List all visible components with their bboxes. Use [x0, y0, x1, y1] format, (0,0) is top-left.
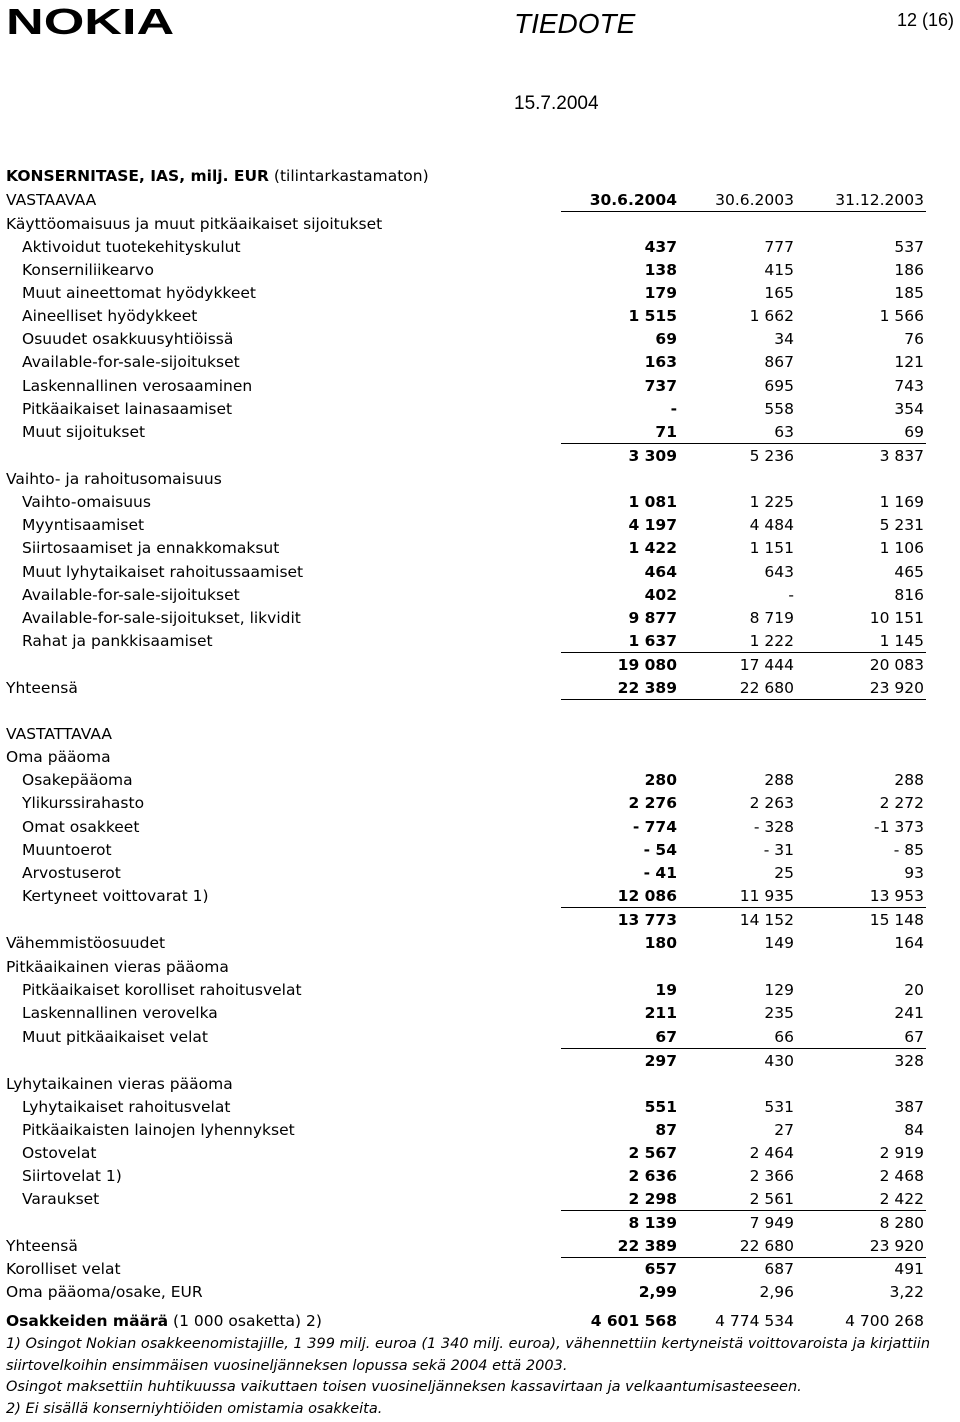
cell-30-6-2003: 63	[774, 423, 794, 441]
cell-30-6-2004: 1 637	[628, 632, 677, 650]
cell-30-6-2004: 138	[644, 261, 677, 279]
cell-30-6-2004: 2 276	[628, 794, 677, 812]
table-row	[6, 1212, 926, 1235]
table-row	[6, 259, 926, 282]
row-label: Oma pääoma	[6, 748, 111, 766]
table-row	[6, 1235, 926, 1258]
cell-30-6-2003: 235	[764, 1004, 794, 1022]
cell-30-6-2004: 69	[655, 330, 677, 348]
cell-30-6-2003: - 328	[753, 818, 794, 836]
cell-30-6-2004: 297	[644, 1052, 677, 1070]
cell-31-12-2003: 816	[894, 586, 924, 604]
cell-30-6-2004: -	[670, 400, 677, 418]
table-row	[6, 979, 926, 1002]
table-row	[6, 1073, 926, 1096]
cell-31-12-2003: 67	[904, 1028, 924, 1046]
cell-30-6-2004: 9 877	[628, 609, 677, 627]
cell-30-6-2004: 179	[644, 284, 677, 302]
row-label: Available-for-sale-sijoitukset, likvidit	[22, 609, 301, 627]
cell-30-6-2004: 1 515	[628, 307, 677, 325]
cell-30-6-2003: 66	[774, 1028, 794, 1046]
table-row	[6, 584, 926, 607]
cell-30-6-2003: 687	[764, 1260, 794, 1278]
rule-line	[561, 211, 926, 212]
cell-31-12-2003: 537	[894, 238, 924, 256]
row-label: Muut aineettomat hyödykkeet	[22, 284, 257, 302]
row-label: Myyntisaamiset	[22, 516, 145, 534]
table-row	[6, 213, 926, 236]
cell-30-6-2004: 8 139	[628, 1214, 677, 1232]
table-row	[6, 537, 926, 560]
table-row	[6, 909, 926, 932]
row-label: Muut sijoitukset	[22, 423, 146, 441]
cell-31-12-2003: 1 566	[879, 307, 924, 325]
cell-31-12-2003: 20 083	[869, 656, 924, 674]
cell-30-6-2004: 2 298	[628, 1190, 677, 1208]
row-label: Osakepääoma	[22, 771, 133, 789]
cell-30-6-2003: 30.6.2003	[715, 191, 794, 209]
row-label: Lyhytaikainen vieras pääoma	[6, 1075, 233, 1093]
row-label: Laskennallinen verosaaminen	[22, 377, 253, 395]
cell-30-6-2003: 2 263	[749, 794, 794, 812]
cell-30-6-2004: - 774	[632, 818, 677, 836]
cell-31-12-2003: 465	[894, 563, 924, 581]
row-label: Omat osakkeet	[22, 818, 140, 836]
row-label: Ostovelat	[22, 1144, 97, 1162]
table-row	[6, 1050, 926, 1073]
cell-31-12-2003: 121	[894, 353, 924, 371]
cell-31-12-2003: 3,22	[889, 1283, 924, 1301]
cell-30-6-2003: 25	[774, 864, 794, 882]
cell-31-12-2003: 1 145	[879, 632, 924, 650]
table-row	[6, 328, 926, 351]
table-row	[6, 1188, 926, 1211]
cell-30-6-2004: - 54	[643, 841, 677, 859]
row-label: Siirtovelat 1)	[22, 1167, 122, 1185]
cell-30-6-2003: 867	[764, 353, 794, 371]
cell-31-12-2003: 1 169	[879, 493, 924, 511]
table-row	[6, 1002, 926, 1025]
cell-31-12-2003: 2 272	[879, 794, 924, 812]
row-label: Pitkäaikaiset lainasaamiset	[22, 400, 233, 418]
row-label: Oma pääoma/osake, EUR	[6, 1283, 203, 1301]
rule-line	[561, 1048, 926, 1049]
title-note: (tilintarkastamaton)	[269, 167, 429, 185]
cell-30-6-2003: 27	[774, 1121, 794, 1139]
table-row	[6, 1310, 926, 1333]
cell-30-6-2003: 1 662	[749, 307, 794, 325]
cell-30-6-2003: 288	[764, 771, 794, 789]
row-label: Pitkäaikaisten lainojen lyhennykset	[22, 1121, 295, 1139]
table-row	[6, 375, 926, 398]
cell-30-6-2003: 14 152	[739, 911, 794, 929]
row-label-note: (1 000 osaketta) 2)	[168, 1312, 322, 1330]
footnote-1-cont: siirtovelkoihin ensimmäisen vuosineljänneksen lopussa sekä 2004 että 2003.	[6, 1358, 568, 1374]
row-label: Arvostuserot	[22, 864, 121, 882]
footnote-dividend: Osingot maksettiin huhtikuussa vaikuttaen toisen vuosineljänneksen kassavirtaan ja velkaantumisasteeseen.	[6, 1379, 802, 1395]
cell-30-6-2004: 22 389	[617, 1237, 677, 1255]
table-row	[6, 189, 926, 212]
cell-30-6-2003: 2 464	[749, 1144, 794, 1162]
cell-30-6-2004: 464	[644, 563, 677, 581]
row-label: Korolliset velat	[6, 1260, 121, 1278]
cell-31-12-2003: - 85	[893, 841, 924, 859]
cell-31-12-2003: 354	[894, 400, 924, 418]
table-row	[6, 1096, 926, 1119]
row-label: Muut pitkäaikaiset velat	[22, 1028, 208, 1046]
page-number: 12 (16)	[896, 10, 954, 30]
footnote-1: 1) Osingot Nokian osakkeenomistajille, 1 399 milj. euroa (1 340 milj. euroa), vähennettiin kertyneistä voittovaroista ja kirjattiin	[6, 1336, 931, 1352]
cell-31-12-2003: 743	[894, 377, 924, 395]
cell-30-6-2004: 2,99	[638, 1283, 677, 1301]
table-row	[6, 932, 926, 955]
cell-30-6-2003: 643	[764, 563, 794, 581]
table-row	[6, 1281, 926, 1304]
row-label: Vaihto- ja rahoitusomaisuus	[6, 470, 222, 488]
cell-31-12-2003: 84	[904, 1121, 924, 1139]
cell-30-6-2004: 19 080	[617, 656, 677, 674]
table-row	[6, 723, 926, 746]
row-label: Available-for-sale-sijoitukset	[22, 586, 240, 604]
cell-31-12-2003: 76	[904, 330, 924, 348]
cell-30-6-2004: 13 773	[617, 911, 677, 929]
row-label: Aktivoidut tuotekehityskulut	[22, 238, 241, 256]
cell-30-6-2004: - 41	[643, 864, 677, 882]
cell-30-6-2004: 87	[655, 1121, 677, 1139]
page-title	[6, 165, 429, 187]
cell-30-6-2003: 1 222	[749, 632, 794, 650]
cell-31-12-2003: 20	[904, 981, 924, 999]
row-label: Käyttöomaisuus ja muut pitkäaikaiset sijoitukset	[6, 215, 383, 233]
row-label: Osakkeiden määrä (1 000 osaketta) 2)	[6, 1312, 322, 1330]
row-label: Yhteensä	[6, 1237, 78, 1255]
cell-31-12-2003: 23 920	[869, 1237, 924, 1255]
cell-31-12-2003: 491	[894, 1260, 924, 1278]
cell-31-12-2003: 10 151	[869, 609, 924, 627]
table-row	[6, 885, 926, 908]
title-main: KONSERNITASE, IAS, milj. EUR	[6, 167, 269, 185]
nokia-logo: NOKIA	[6, 1, 175, 42]
cell-30-6-2004: 19	[655, 981, 677, 999]
cell-31-12-2003: 185	[894, 284, 924, 302]
cell-30-6-2003: 4 774 534	[715, 1312, 794, 1330]
row-label: Konserniliikearvo	[22, 261, 154, 279]
row-label: Yhteensä	[6, 679, 78, 697]
row-label: Vähemmistöosuudet	[6, 934, 166, 952]
rule-line	[561, 1210, 926, 1211]
cell-30-6-2003: 7 949	[749, 1214, 794, 1232]
document-type: TIEDOTE	[514, 8, 636, 39]
cell-30-6-2003: - 31	[763, 841, 794, 859]
table-row	[6, 839, 926, 862]
cell-30-6-2003: 22 680	[739, 1237, 794, 1255]
table-row	[6, 514, 926, 537]
rule-line	[561, 699, 926, 700]
cell-30-6-2003: 17 444	[739, 656, 794, 674]
cell-31-12-2003: 31.12.2003	[835, 191, 924, 209]
rule-line	[561, 443, 926, 444]
table-row	[6, 816, 926, 839]
cell-30-6-2003: 22 680	[739, 679, 794, 697]
table-row	[6, 769, 926, 792]
cell-31-12-2003: 13 953	[869, 887, 924, 905]
cell-31-12-2003: 1 106	[879, 539, 924, 557]
cell-30-6-2004: 4 197	[628, 516, 677, 534]
row-label: Available-for-sale-sijoitukset	[22, 353, 240, 371]
cell-31-12-2003: 2 422	[879, 1190, 924, 1208]
rule-line	[561, 652, 926, 653]
cell-31-12-2003: 2 919	[879, 1144, 924, 1162]
table-row	[6, 1119, 926, 1142]
table-row	[6, 305, 926, 328]
cell-31-12-2003: 2 468	[879, 1167, 924, 1185]
table-row	[6, 607, 926, 630]
row-label: Vaihto-omaisuus	[22, 493, 151, 511]
row-label: Ylikurssirahasto	[22, 794, 145, 812]
cell-30-6-2003: -	[788, 586, 794, 604]
cell-31-12-2003: 164	[894, 934, 924, 952]
table-row	[6, 1165, 926, 1188]
cell-31-12-2003: 93	[904, 864, 924, 882]
cell-30-6-2004: 402	[644, 586, 677, 604]
footnote-2: 2) Ei sisällä konserniyhtiöiden omistamia osakkeita.	[6, 1401, 383, 1417]
row-label: Pitkäaikaiset korolliset rahoitusvelat	[22, 981, 302, 999]
rule-line	[561, 907, 926, 908]
row-label: Siirtosaamiset ja ennakkomaksut	[22, 539, 280, 557]
cell-30-6-2003: 1 225	[749, 493, 794, 511]
row-label: Rahat ja pankkisaamiset	[22, 632, 213, 650]
cell-30-6-2004: 437	[644, 238, 677, 256]
document-date: 15.7.2004	[514, 93, 599, 114]
cell-30-6-2004: 12 086	[617, 887, 677, 905]
cell-30-6-2003: 415	[764, 261, 794, 279]
cell-31-12-2003: 15 148	[869, 911, 924, 929]
cell-30-6-2004: 4 601 568	[590, 1312, 677, 1330]
cell-30-6-2003: 558	[764, 400, 794, 418]
cell-30-6-2003: 129	[764, 981, 794, 999]
table-row	[6, 1258, 926, 1281]
table-row	[6, 746, 926, 769]
cell-30-6-2003: 149	[764, 934, 794, 952]
cell-30-6-2003: 165	[764, 284, 794, 302]
cell-30-6-2004: 2 636	[628, 1167, 677, 1185]
row-label: VASTATTAVAA	[6, 725, 113, 743]
cell-31-12-2003: 328	[894, 1052, 924, 1070]
cell-30-6-2004: 180	[644, 934, 677, 952]
table-row	[6, 282, 926, 305]
cell-30-6-2004: 2 567	[628, 1144, 677, 1162]
cell-30-6-2004: 163	[644, 353, 677, 371]
cell-30-6-2003: 8 719	[749, 609, 794, 627]
cell-30-6-2003: 2 366	[749, 1167, 794, 1185]
row-label: Aineelliset hyödykkeet	[22, 307, 198, 325]
table-row	[6, 421, 926, 444]
cell-30-6-2004: 551	[644, 1098, 677, 1116]
cell-30-6-2003: 5 236	[749, 447, 794, 465]
cell-30-6-2003: 11 935	[739, 887, 794, 905]
cell-30-6-2004: 280	[644, 771, 677, 789]
cell-30-6-2003: 2 561	[749, 1190, 794, 1208]
cell-30-6-2003: 695	[764, 377, 794, 395]
row-label: Laskennallinen verovelka	[22, 1004, 218, 1022]
cell-30-6-2004: 22 389	[617, 679, 677, 697]
cell-30-6-2004: 737	[644, 377, 677, 395]
cell-30-6-2003: 531	[764, 1098, 794, 1116]
table-row	[6, 236, 926, 259]
table-row	[6, 630, 926, 653]
cell-30-6-2003: 777	[764, 238, 794, 256]
cell-31-12-2003: 4 700 268	[845, 1312, 924, 1330]
cell-31-12-2003: 8 280	[879, 1214, 924, 1232]
cell-30-6-2004: 211	[644, 1004, 677, 1022]
row-label: Varaukset	[22, 1190, 100, 1208]
table-row	[6, 792, 926, 815]
cell-31-12-2003: 5 231	[879, 516, 924, 534]
table-row	[6, 654, 926, 677]
row-label: Muuntoerot	[22, 841, 112, 859]
table-row	[6, 445, 926, 468]
table-row	[6, 398, 926, 421]
cell-30-6-2004: 71	[655, 423, 677, 441]
table-row	[6, 351, 926, 374]
table-row	[6, 862, 926, 885]
cell-30-6-2003: 1 151	[749, 539, 794, 557]
table-row	[6, 561, 926, 584]
cell-30-6-2004: 3 309	[628, 447, 677, 465]
table-row	[6, 1026, 926, 1049]
cell-31-12-2003: 186	[894, 261, 924, 279]
cell-31-12-2003: 23 920	[869, 679, 924, 697]
cell-31-12-2003: -1 373	[874, 818, 924, 836]
cell-30-6-2004: 1 422	[628, 539, 677, 557]
cell-30-6-2003: 4 484	[749, 516, 794, 534]
table-row	[6, 677, 926, 700]
cell-31-12-2003: 241	[894, 1004, 924, 1022]
cell-30-6-2003: 430	[764, 1052, 794, 1070]
cell-30-6-2003: 34	[774, 330, 794, 348]
table-row	[6, 1142, 926, 1165]
table-row	[6, 491, 926, 514]
row-label: Kertyneet voittovarat 1)	[22, 887, 209, 905]
cell-30-6-2004: 30.6.2004	[589, 191, 677, 209]
cell-30-6-2004: 657	[644, 1260, 677, 1278]
cell-30-6-2004: 67	[655, 1028, 677, 1046]
cell-31-12-2003: 288	[894, 771, 924, 789]
table-row	[6, 956, 926, 979]
cell-31-12-2003: 387	[894, 1098, 924, 1116]
row-label: Pitkäaikainen vieras pääoma	[6, 958, 229, 976]
cell-31-12-2003: 69	[904, 423, 924, 441]
row-label: Osuudet osakkuusyhtiöissä	[22, 330, 234, 348]
cell-31-12-2003: 3 837	[879, 447, 924, 465]
row-label: VASTAAVAA	[6, 191, 97, 209]
table-row	[6, 468, 926, 491]
cell-30-6-2003: 2,96	[759, 1283, 794, 1301]
row-label: Muut lyhytaikaiset rahoitussaamiset	[22, 563, 304, 581]
row-label: Lyhytaikaiset rahoitusvelat	[22, 1098, 231, 1116]
cell-30-6-2004: 1 081	[628, 493, 677, 511]
